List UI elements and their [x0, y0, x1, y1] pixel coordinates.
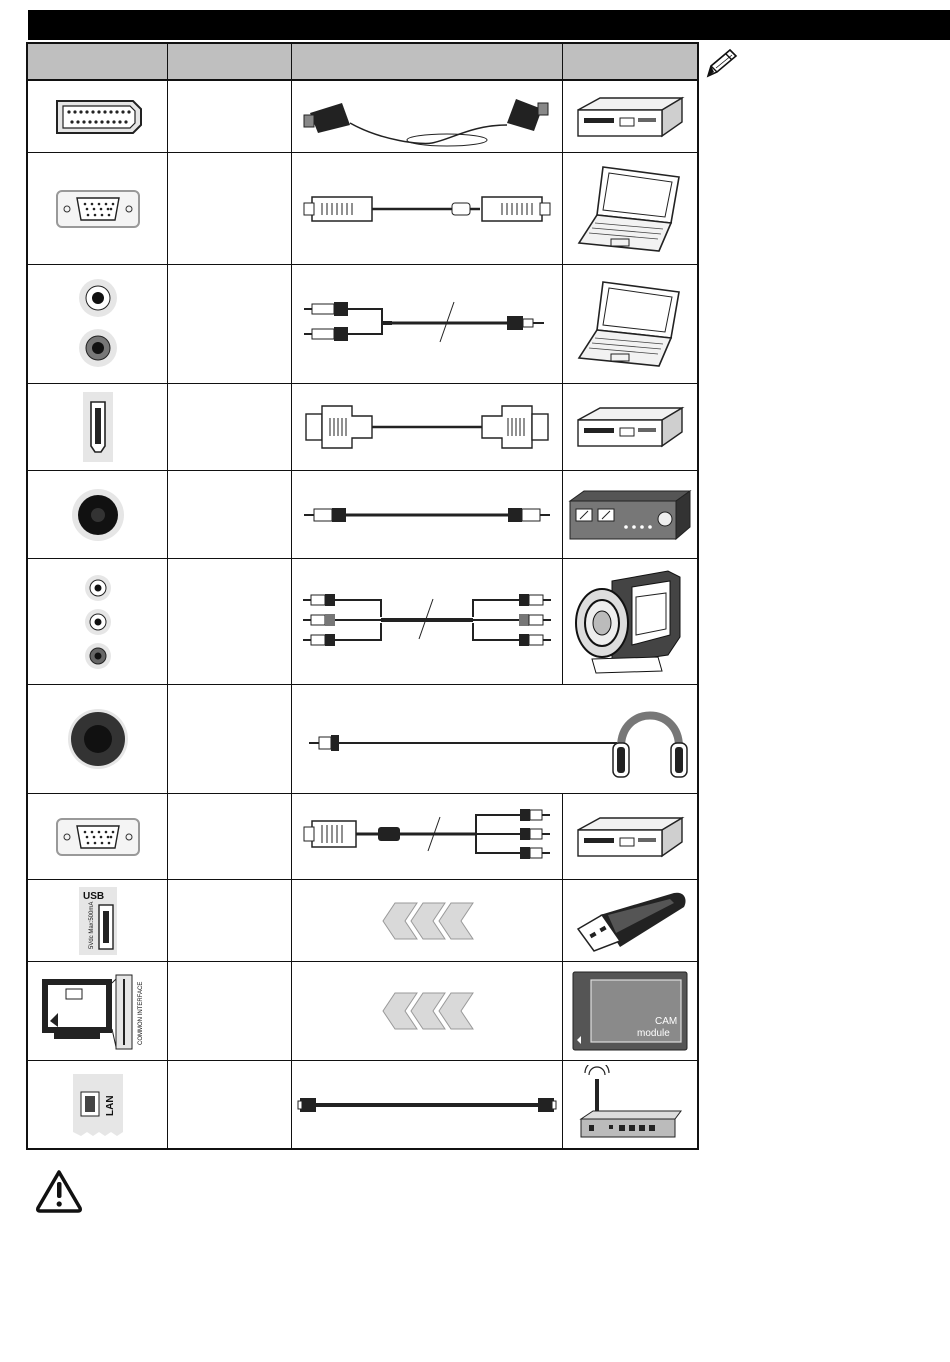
device-cell: [563, 265, 697, 383]
section-title-bar: [28, 10, 950, 40]
cam-label-line2: module: [637, 1028, 670, 1039]
camcorder-icon: [572, 567, 688, 677]
cable-cell: [292, 794, 563, 879]
table-row-pc-audio: [28, 264, 697, 383]
insert-arrows-icon: [375, 901, 479, 941]
type-cell: [168, 265, 292, 383]
scart-port-icon: [53, 97, 143, 137]
type-cell: [168, 153, 292, 264]
port-cell: [28, 794, 168, 879]
cable-cell: [292, 471, 563, 558]
type-cell: [168, 81, 292, 152]
table-row-scart: [28, 80, 697, 152]
vga-cable-icon: [302, 189, 552, 229]
usb-port-label: USB: [82, 890, 104, 902]
rca-to-minijack-cable-icon: [302, 294, 552, 354]
lan-port-icon: [71, 1072, 125, 1138]
table-row-lan: [28, 1060, 697, 1148]
component-vga-port-icon: [55, 817, 141, 857]
device-cell: [563, 384, 697, 470]
device-cell: [563, 153, 697, 264]
device-cell: [563, 962, 697, 1060]
usb-stick-icon: [570, 889, 690, 953]
type-cell: [168, 471, 292, 558]
ci-slot-icon: [38, 969, 158, 1053]
vga-port-icon: [55, 189, 141, 229]
device-cell: [563, 559, 697, 684]
table-row-spdif: [28, 470, 697, 558]
cam-label-line1: CAM: [655, 1016, 678, 1027]
port-cell: [28, 880, 168, 961]
table-row-usb: [28, 879, 697, 961]
device-cell: [563, 81, 697, 152]
table-row-ci: [28, 961, 697, 1060]
type-cell: [168, 685, 292, 793]
cable-cell: [292, 880, 563, 961]
usb-port-spec-label: 5Vdc Max:500mA: [88, 901, 95, 949]
coaxial-cable-icon: [302, 500, 552, 530]
device-cell: [563, 471, 697, 558]
device-cell: [563, 880, 697, 961]
port-cell: [28, 1061, 168, 1148]
table-row-headphone: [28, 684, 697, 793]
connection-table: [26, 42, 699, 1150]
port-cell: [28, 265, 168, 383]
header-device: [563, 44, 697, 80]
cable-cell: [292, 1061, 563, 1148]
table-row-vga: [28, 152, 697, 264]
device-cell: [563, 1061, 697, 1148]
hdmi-cable-icon: [302, 402, 552, 452]
header-cables: [292, 44, 563, 80]
spdif-port-icon: [70, 487, 126, 543]
av-rca-jacks-icon: [81, 572, 115, 672]
scart-cable-icon: [302, 85, 552, 149]
port-cell: [28, 471, 168, 558]
pc-audio-jacks-icon: [73, 274, 123, 374]
ethernet-cable-icon: [296, 1090, 558, 1120]
cam-module-icon: [571, 970, 689, 1052]
av-composite-cable-icon: [301, 587, 553, 657]
type-cell: [168, 1061, 292, 1148]
lan-port-label: LAN: [104, 1094, 116, 1116]
type-cell: [168, 559, 292, 684]
headphone-jack-icon: [66, 707, 130, 771]
type-cell: [168, 880, 292, 961]
table-row-component: [28, 793, 697, 879]
audio-amplifier-icon: [568, 489, 692, 541]
cable-cell: [292, 962, 563, 1060]
port-cell: [28, 153, 168, 264]
insert-arrows-icon: [375, 991, 479, 1031]
laptop-icon: [575, 163, 685, 255]
headphones-icon: [613, 716, 687, 778]
warning-icon: [34, 1168, 84, 1214]
headphone-cable-icon: [295, 691, 695, 787]
device-cell: [563, 794, 697, 879]
port-cell: [28, 685, 168, 793]
type-cell: [168, 794, 292, 879]
vga-to-component-cable-icon: [300, 807, 554, 867]
table-row-hdmi: [28, 383, 697, 470]
cable-cell: [292, 384, 563, 470]
port-cell: [28, 384, 168, 470]
port-cell: [28, 962, 168, 1060]
laptop-icon: [575, 278, 685, 370]
cable-cell: [292, 153, 563, 264]
header-type: [168, 44, 292, 80]
cable-cell: [292, 559, 563, 684]
table-row-av: [28, 558, 697, 684]
dvd-player-icon: [570, 402, 690, 452]
hdmi-port-icon: [81, 390, 115, 464]
ci-slot-label: COMMON INTERFACE: [137, 981, 144, 1045]
cable-cell: [292, 81, 563, 152]
cable-device-cell: [292, 685, 697, 793]
usb-port-icon: [77, 885, 119, 957]
type-cell: [168, 384, 292, 470]
cable-cell: [292, 265, 563, 383]
type-cell: [168, 962, 292, 1060]
dvd-player-icon: [570, 812, 690, 862]
wireless-router-icon: [575, 1065, 685, 1145]
port-cell: [28, 81, 168, 152]
header-connector: [28, 44, 168, 80]
note-pencil-icon: [704, 46, 740, 80]
port-cell: [28, 559, 168, 684]
dvd-player-icon: [570, 92, 690, 142]
